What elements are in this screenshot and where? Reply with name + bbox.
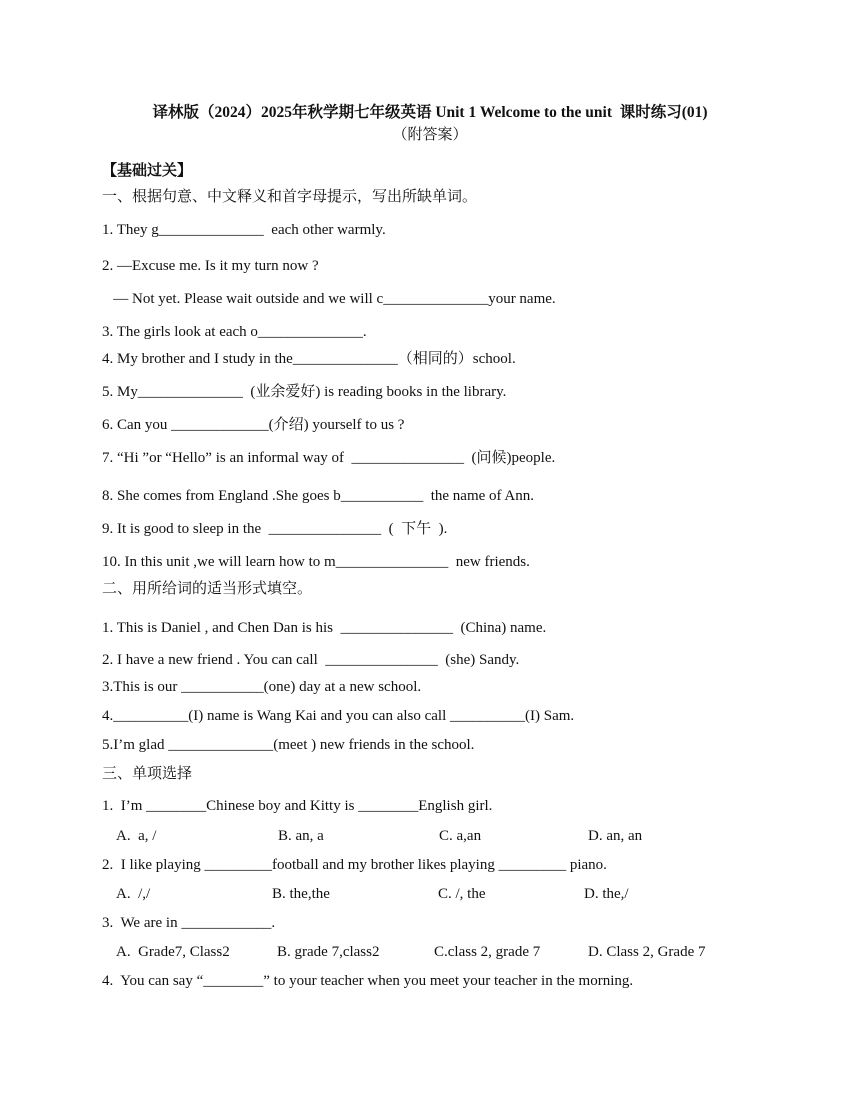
part1-item-10: 10. In this unit ,we will learn how to m_______________ new friends. [102,554,530,570]
part1-item-8: 8. She comes from England .She goes b___________ the name of Ann. [102,488,535,504]
part1-item-3: 3. The girls look at each o______________. [102,324,367,340]
question-3-stem: 3. We are in ____________. [102,915,276,931]
question-3-option-b: B. grade 7,class2 [277,944,380,960]
part1-item-2-reply: — Not yet. Please wait outside and we will c______________your name. [102,291,556,307]
question-4-stem: 4. You can say “________” to your teacher when you meet your teacher in the morning. [102,973,634,989]
part2-item-2: 2. I have a new friend . You can call _______________ (she) Sandy. [102,652,520,668]
part2-item-5: 5.I’m glad ______________(meet ) new friends in the school. [102,737,475,753]
page-title: 译林版（2024）2025年秋学期七年级英语 Unit 1 Welcome to the unit 课时练习(01) [152,104,708,121]
question-1-option-c: C. a,an [439,828,482,844]
part2-item-3: 3.This is our ___________(one) day at a new school. [102,679,422,695]
part3-heading: 三、单项选择 [102,766,193,782]
part1-heading: 一、根据句意、中文释义和首字母提示，写出所缺单词。 [102,189,478,205]
question-2-option-d: D. the,/ [584,886,629,902]
part2-item-1: 1. This is Daniel , and Chen Dan is his _______________ (China) name. [102,620,547,636]
question-2-stem: 2. I like playing _________football and my brother likes playing _________ piano. [102,857,607,873]
question-2-option-b: B. the,the [272,886,330,902]
part1-item-9: 9. It is good to sleep in the _______________ ( 下午 ). [102,521,448,537]
part1-item-4: 4. My brother and I study in the______________（相同的）school. [102,351,516,367]
question-3-option-d: D. Class 2, Grade 7 [588,944,706,960]
question-2-option-a: A. /,/ [116,886,151,902]
part1-item-6: 6. Can you _____________(介绍) yourself to us ? [102,417,405,433]
page-subtitle: （附答案） [392,127,468,143]
part1-item-1: 1. They g______________ each other warmly. [102,222,386,238]
part1-item-7: 7. “Hi ”or “Hello” is an informal way of _______________ (问候)people. [102,450,556,466]
part1-item-2: 2. —Excuse me. Is it my turn now ? [102,258,319,274]
part1-item-5: 5. My______________ (业余爱好) is reading books in the library. [102,384,507,400]
question-2-option-c: C. /, the [438,886,486,902]
part2-heading: 二、用所给词的适当形式填空。 [102,581,313,597]
question-1-option-b: B. an, a [278,828,324,844]
question-1-option-a: A. a, / [116,828,157,844]
question-1-stem: 1. I’m ________Chinese boy and Kitty is ________English girl. [102,798,493,814]
question-3-option-c: C.class 2, grade 7 [434,944,541,960]
section-heading: 【基础过关】 [102,163,193,179]
question-1-option-d: D. an, an [588,828,643,844]
part2-item-4: 4.__________(I) name is Wang Kai and you can also call __________(I) Sam. [102,708,575,724]
question-3-option-a: A. Grade7, Class2 [116,944,230,960]
